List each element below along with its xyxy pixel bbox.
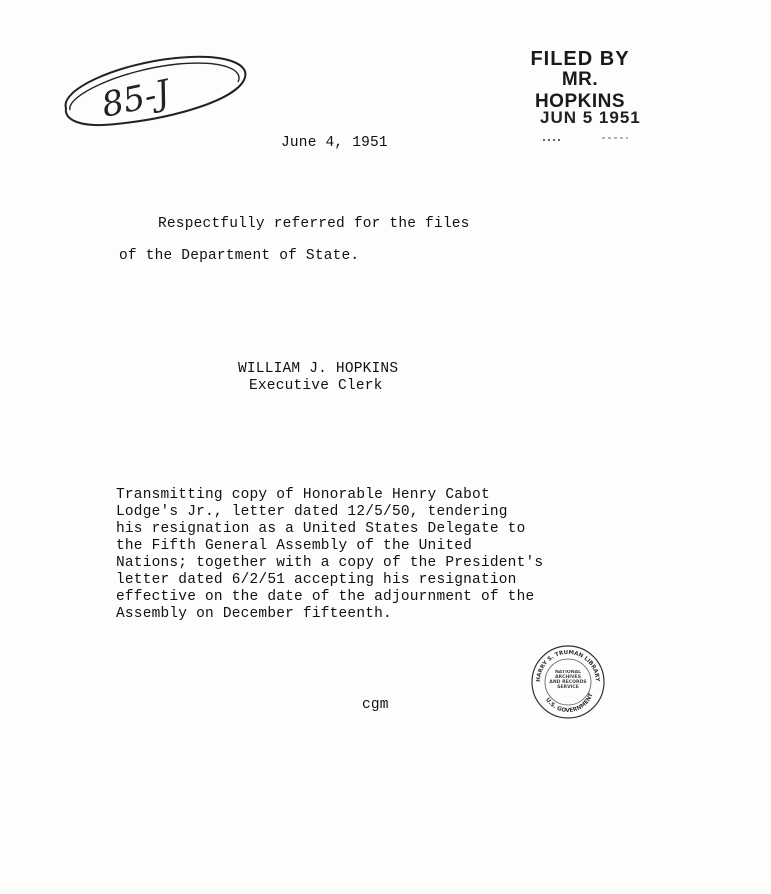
seal-center-text: NATIONAL ARCHIVES AND RECORDS SERVICE <box>549 670 587 690</box>
stamp-line-1: FILED BY <box>530 48 630 70</box>
stamp-line-2: MR. HOPKINS <box>534 69 626 112</box>
stamp-dots <box>540 136 630 144</box>
description-line: Lodge's Jr., letter dated 12/5/50, tendering <box>116 504 508 520</box>
description-line: letter dated 6/2/51 accepting his resignation <box>116 572 517 588</box>
typist-initials: cgm <box>362 697 389 713</box>
referral-line-1: Respectfully referred for the files <box>158 216 470 232</box>
description-line: effective on the date of the adjournment of the <box>116 589 535 605</box>
stamp-date: JUN 5 1951 <box>540 108 641 127</box>
description-line: Transmitting copy of Honorable Henry Cabot <box>116 487 490 503</box>
description-line: the Fifth General Assembly of the United <box>116 538 473 554</box>
description-line: his resignation as a United States Delegate to <box>116 521 526 537</box>
document-date: June 4, 1951 <box>281 135 388 151</box>
signatory-title: Executive Clerk <box>249 378 383 394</box>
seal-ring-text: HARRY S. TRUMAN LIBRARY <box>535 649 601 683</box>
seal-bottom-text: U.S. GOVERNMENT <box>544 692 595 715</box>
description-line: Assembly on December fifteenth. <box>116 606 392 622</box>
truman-library-seal <box>530 644 606 720</box>
signatory-name: WILLIAM J. HOPKINS <box>238 361 399 377</box>
handwritten-file-number <box>56 50 256 146</box>
description-line: Nations; together with a copy of the President's <box>116 555 544 571</box>
transmittal-description <box>116 487 543 623</box>
referral-line-2: of the Department of State. <box>119 248 360 264</box>
filed-by-stamp <box>520 48 640 113</box>
handwritten-oval-mark <box>56 50 256 146</box>
handwritten-file-number-text: 85-J <box>98 72 174 126</box>
